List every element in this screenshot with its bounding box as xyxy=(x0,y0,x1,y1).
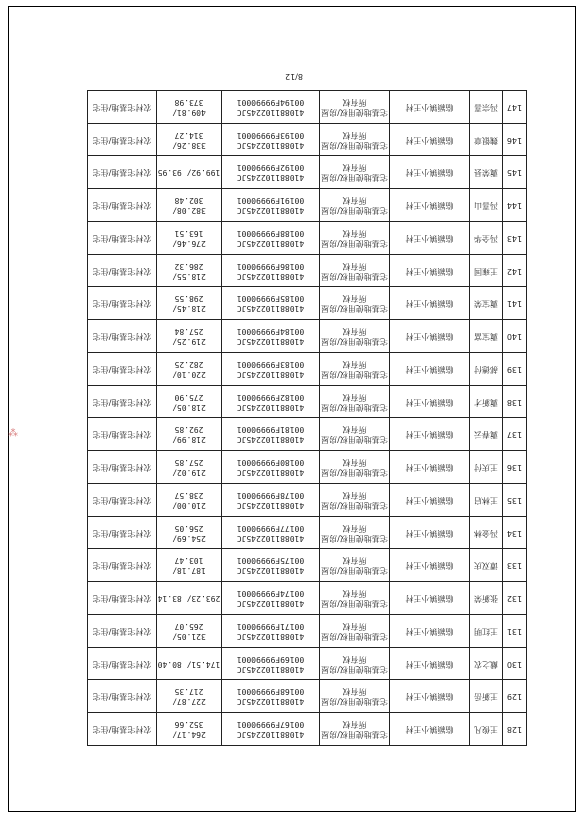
right-type-cell: 宅基地使用权/房屋所有权 xyxy=(320,549,390,582)
name-cell: 冯全华 xyxy=(470,222,503,255)
right-type-cell: 宅基地使用权/房屋所有权 xyxy=(320,222,390,255)
table-body xyxy=(88,91,527,746)
right-type-cell: 宅基地使用权/房屋所有权 xyxy=(320,91,390,124)
parcel-code-cell: 410881102245JC 00183F99990001 xyxy=(222,353,320,386)
name-cell: 张新荣 xyxy=(470,582,503,615)
right-type-cell: 宅基地使用权/房屋所有权 xyxy=(320,680,390,713)
parcel-code-cell: 410881102245JC 00167F99990001 xyxy=(222,713,320,746)
name-cell: 冀宝富 xyxy=(470,320,503,353)
name-cell: 郝德付 xyxy=(470,353,503,386)
area-cell: 199.92/ 93.95 xyxy=(157,156,222,189)
table-row xyxy=(88,549,527,582)
parcel-code-cell: 410881102245JC 00168F99990001 xyxy=(222,680,320,713)
land-use-cell: 农村宅基地/住宅 xyxy=(88,549,157,582)
right-type-cell: 宅基地使用权/房屋所有权 xyxy=(320,385,390,418)
right-type-cell: 宅基地使用权/房屋所有权 xyxy=(320,484,390,517)
village-cell: 临颍镇小王村 xyxy=(390,615,470,648)
right-type-cell: 宅基地使用权/房屋所有权 xyxy=(320,418,390,451)
parcel-code-cell: 410881102245JC 00186F99990001 xyxy=(222,254,320,287)
parcel-code-cell: 410881102245JC 00193F99990001 xyxy=(222,123,320,156)
land-use-cell: 农村宅基地/住宅 xyxy=(88,418,157,451)
land-use-cell: 农村宅基地/住宅 xyxy=(88,320,157,353)
table-row xyxy=(88,91,527,124)
right-type-cell: 宅基地使用权/房屋所有权 xyxy=(320,156,390,189)
row-number-cell: 136 xyxy=(503,451,527,484)
land-use-cell: 农村宅基地/住宅 xyxy=(88,680,157,713)
parcel-code-cell: 410881102245JC 00177F99990001 xyxy=(222,516,320,549)
area-cell: 218.05/ 275.90 xyxy=(157,385,222,418)
area-cell: 276.46/ 163.51 xyxy=(157,222,222,255)
village-cell: 临颍镇小王村 xyxy=(390,156,470,189)
land-use-cell: 农村宅基地/住宅 xyxy=(88,287,157,320)
area-cell: 219.02/ 257.85 xyxy=(157,451,222,484)
parcel-code-cell: 410881102245JC 00194F99990001 xyxy=(222,91,320,124)
page-number: 8/12 xyxy=(285,72,303,81)
row-number-cell: 140 xyxy=(503,320,527,353)
parcel-code-cell: 410881102245JC 00184F99990001 xyxy=(222,320,320,353)
village-cell: 临颍镇小王村 xyxy=(390,123,470,156)
village-cell: 临颍镇小王村 xyxy=(390,451,470,484)
village-cell: 临颍镇小王村 xyxy=(390,91,470,124)
land-use-cell: 农村宅基地/住宅 xyxy=(88,123,157,156)
table-row xyxy=(88,254,527,287)
right-type-cell: 宅基地使用权/房屋所有权 xyxy=(320,189,390,222)
row-number-cell: 142 xyxy=(503,254,527,287)
name-cell: 冯喜山 xyxy=(470,189,503,222)
parcel-code-cell: 410881102245JC 00169F99990001 xyxy=(222,647,320,680)
area-cell: 293.23/ 83.14 xyxy=(157,582,222,615)
table-row xyxy=(88,156,527,189)
village-cell: 临颍镇小王村 xyxy=(390,713,470,746)
table-row xyxy=(88,418,527,451)
table-row xyxy=(88,189,527,222)
land-use-cell: 农村宅基地/住宅 xyxy=(88,222,157,255)
land-use-cell: 农村宅基地/住宅 xyxy=(88,189,157,222)
name-cell: 王庆付 xyxy=(470,451,503,484)
red-mark: ⁂ xyxy=(8,428,18,439)
land-use-cell: 农村宅基地/住宅 xyxy=(88,91,157,124)
parcel-code-cell: 410881102245JC 00185F99990001 xyxy=(222,287,320,320)
row-number-cell: 145 xyxy=(503,156,527,189)
land-use-cell: 农村宅基地/住宅 xyxy=(88,451,157,484)
land-use-cell: 农村宅基地/住宅 xyxy=(88,647,157,680)
village-cell: 临颍镇小王村 xyxy=(390,484,470,517)
right-type-cell: 宅基地使用权/房屋所有权 xyxy=(320,353,390,386)
village-cell: 临颍镇小王村 xyxy=(390,385,470,418)
name-cell: 王新岳 xyxy=(470,680,503,713)
area-cell: 382.08/ 302.48 xyxy=(157,189,222,222)
right-type-cell: 宅基地使用权/房屋所有权 xyxy=(320,647,390,680)
row-number-cell: 129 xyxy=(503,680,527,713)
right-type-cell: 宅基地使用权/房屋所有权 xyxy=(320,713,390,746)
name-cell: 冯金林 xyxy=(470,516,503,549)
parcel-code-cell: 410881102245JC 00175F99990001 xyxy=(222,549,320,582)
row-number-cell: 131 xyxy=(503,615,527,648)
right-type-cell: 宅基地使用权/房屋所有权 xyxy=(320,451,390,484)
name-cell: 冯宗喜 xyxy=(470,91,503,124)
table-row xyxy=(88,123,527,156)
village-cell: 临颍镇小王村 xyxy=(390,353,470,386)
village-cell: 临颍镇小王村 xyxy=(390,582,470,615)
right-type-cell: 宅基地使用权/房屋所有权 xyxy=(320,123,390,156)
land-use-cell: 农村宅基地/住宅 xyxy=(88,385,157,418)
village-cell: 临颍镇小王村 xyxy=(390,320,470,353)
name-cell: 冀荣县 xyxy=(470,156,503,189)
area-cell: 210.00/ 238.57 xyxy=(157,484,222,517)
land-use-cell: 农村宅基地/住宅 xyxy=(88,615,157,648)
parcel-code-cell: 410881102245JC 00181F99990001 xyxy=(222,418,320,451)
parcel-code-cell: 410881102245JC 00182F99990001 xyxy=(222,385,320,418)
table-row xyxy=(88,451,527,484)
registry-table xyxy=(87,90,527,746)
row-number-cell: 134 xyxy=(503,516,527,549)
table-row xyxy=(88,516,527,549)
row-number-cell: 128 xyxy=(503,713,527,746)
name-cell: 戴之农 xyxy=(470,647,503,680)
village-cell: 临颍镇小王村 xyxy=(390,647,470,680)
table-row xyxy=(88,222,527,255)
area-cell: 227.87/ 217.35 xyxy=(157,680,222,713)
table-row xyxy=(88,713,527,746)
area-cell: 409.81/ 373.98 xyxy=(157,91,222,124)
parcel-code-cell: 410881102245JC 00171F99990001 xyxy=(222,615,320,648)
table-row xyxy=(88,484,527,517)
table-row xyxy=(88,353,527,386)
row-number-cell: 139 xyxy=(503,353,527,386)
area-cell: 187.18/ 103.47 xyxy=(157,549,222,582)
table-row xyxy=(88,647,527,680)
table-row xyxy=(88,320,527,353)
right-type-cell: 宅基地使用权/房屋所有权 xyxy=(320,287,390,320)
parcel-code-cell: 410881102245JC 00180F99990001 xyxy=(222,451,320,484)
table-row xyxy=(88,385,527,418)
table-row xyxy=(88,582,527,615)
village-cell: 临颍镇小王村 xyxy=(390,680,470,713)
parcel-code-cell: 410881102245JC 00192F99990001 xyxy=(222,156,320,189)
right-type-cell: 宅基地使用权/房屋所有权 xyxy=(320,615,390,648)
row-number-cell: 137 xyxy=(503,418,527,451)
area-cell: 174.51/ 80.40 xyxy=(157,647,222,680)
name-cell: 王雍国 xyxy=(470,254,503,287)
name-cell: 谭双庆 xyxy=(470,549,503,582)
row-number-cell: 135 xyxy=(503,484,527,517)
parcel-code-cell: 410881102245JC 00174F99990001 xyxy=(222,582,320,615)
village-cell: 临颍镇小王村 xyxy=(390,516,470,549)
area-cell: 264.17/ 352.66 xyxy=(157,713,222,746)
area-cell: 254.69/ 256.05 xyxy=(157,516,222,549)
right-type-cell: 宅基地使用权/房屋所有权 xyxy=(320,254,390,287)
row-number-cell: 138 xyxy=(503,385,527,418)
parcel-code-cell: 410881102245JC 00178F99990001 xyxy=(222,484,320,517)
village-cell: 临颍镇小王村 xyxy=(390,189,470,222)
table-row xyxy=(88,680,527,713)
area-cell: 218.99/ 292.85 xyxy=(157,418,222,451)
land-use-cell: 农村宅基地/住宅 xyxy=(88,484,157,517)
village-cell: 临颍镇小王村 xyxy=(390,287,470,320)
row-number-cell: 132 xyxy=(503,582,527,615)
parcel-code-cell: 410881102245JC 00191F99990001 xyxy=(222,189,320,222)
name-cell: 王俊凡 xyxy=(470,713,503,746)
parcel-code-cell: 410881102245JC 00188F99990001 xyxy=(222,222,320,255)
row-number-cell: 133 xyxy=(503,549,527,582)
land-use-cell: 农村宅基地/住宅 xyxy=(88,713,157,746)
right-type-cell: 宅基地使用权/房屋所有权 xyxy=(320,516,390,549)
area-cell: 219.25/ 257.84 xyxy=(157,320,222,353)
area-cell: 218.45/ 298.55 xyxy=(157,287,222,320)
right-type-cell: 宅基地使用权/房屋所有权 xyxy=(320,320,390,353)
land-use-cell: 农村宅基地/住宅 xyxy=(88,516,157,549)
name-cell: 冀宝荣 xyxy=(470,287,503,320)
land-use-cell: 农村宅基地/住宅 xyxy=(88,254,157,287)
land-use-cell: 农村宅基地/住宅 xyxy=(88,156,157,189)
table-row xyxy=(88,287,527,320)
area-cell: 218.55/ 286.32 xyxy=(157,254,222,287)
right-type-cell: 宅基地使用权/房屋所有权 xyxy=(320,582,390,615)
area-cell: 338.26/ 314.27 xyxy=(157,123,222,156)
village-cell: 临颍镇小王村 xyxy=(390,254,470,287)
row-number-cell: 147 xyxy=(503,91,527,124)
row-number-cell: 143 xyxy=(503,222,527,255)
name-cell: 冀春云 xyxy=(470,418,503,451)
table-row xyxy=(88,615,527,648)
row-number-cell: 146 xyxy=(503,123,527,156)
row-number-cell: 141 xyxy=(503,287,527,320)
area-cell: 321.05/ 265.07 xyxy=(157,615,222,648)
name-cell: 王林启 xyxy=(470,484,503,517)
village-cell: 临颍镇小王村 xyxy=(390,549,470,582)
name-cell: 冀新才 xyxy=(470,385,503,418)
village-cell: 临颍镇小王村 xyxy=(390,222,470,255)
name-cell: 魏银章 xyxy=(470,123,503,156)
row-number-cell: 144 xyxy=(503,189,527,222)
land-use-cell: 农村宅基地/住宅 xyxy=(88,582,157,615)
area-cell: 220.10/ 282.25 xyxy=(157,353,222,386)
row-number-cell: 130 xyxy=(503,647,527,680)
name-cell: 王红明 xyxy=(470,615,503,648)
land-use-cell: 农村宅基地/住宅 xyxy=(88,353,157,386)
village-cell: 临颍镇小王村 xyxy=(390,418,470,451)
